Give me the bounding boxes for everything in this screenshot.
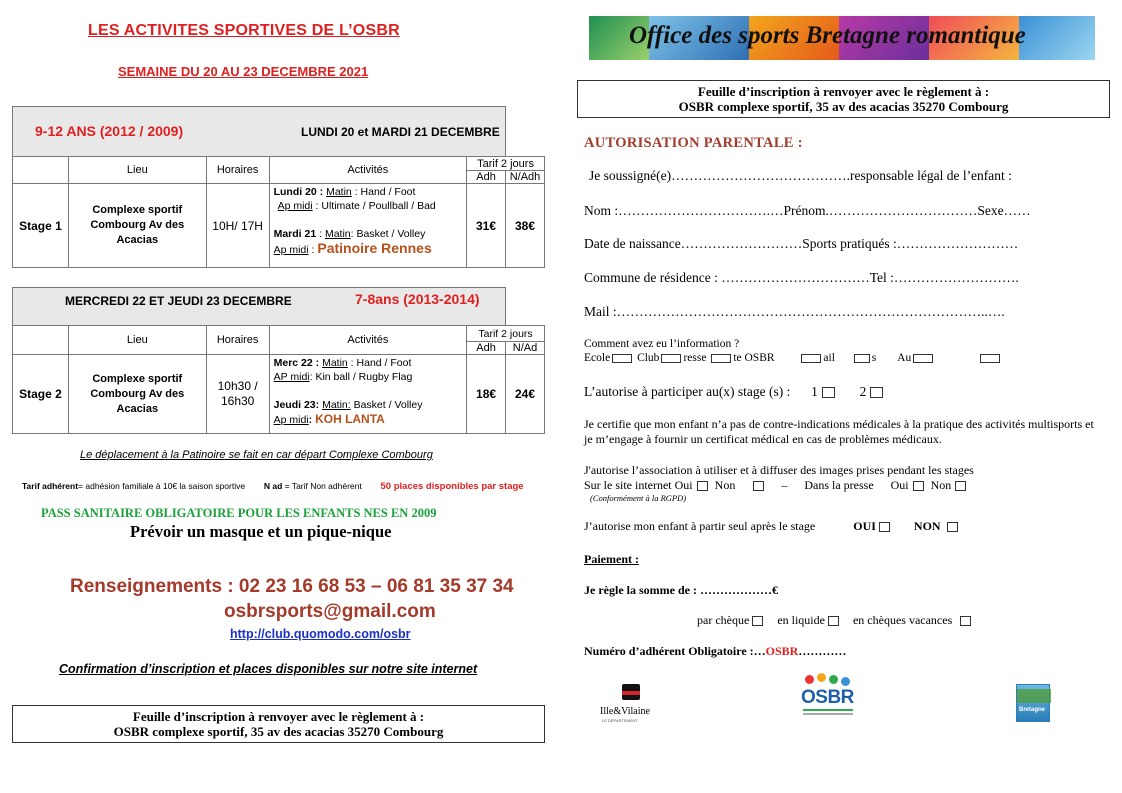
stage-1-horaires: 10H/ 17H bbox=[206, 184, 269, 268]
images-authorisation: J'autorise l’association à utiliser et à diffuser des images prises pendant les stages bbox=[584, 463, 974, 477]
checkbox-mail[interactable] bbox=[854, 354, 870, 363]
checkbox-site-non[interactable] bbox=[753, 481, 764, 491]
stage-2-nadh-price: 24€ bbox=[506, 355, 545, 434]
partir-seul bbox=[584, 519, 962, 534]
matin-label: Matin bbox=[322, 357, 348, 369]
payment-methods bbox=[697, 613, 975, 628]
option-presse: resse bbox=[683, 352, 707, 364]
checkbox-extra[interactable] bbox=[980, 354, 1000, 363]
prevoir-masque: Prévoir un masque et un pique-nique bbox=[130, 522, 392, 541]
partir-seul-label: J’autorise mon enfant à partir seul après le stage bbox=[584, 519, 816, 533]
stage-1-day2-apmidi: Patinoire Rennes bbox=[317, 240, 432, 256]
stage-2-day1-matin: Hand / Foot bbox=[356, 357, 412, 369]
stage-1-day1: Lundi 20 bbox=[273, 186, 317, 198]
checkbox-ecole[interactable] bbox=[612, 354, 632, 363]
checkbox-stage-1[interactable] bbox=[822, 387, 835, 398]
page-title: LES ACTIVITES SPORTIVES DE L’OSBR bbox=[88, 22, 400, 39]
col-nadh: N/Ad bbox=[506, 342, 545, 355]
numero-label: Numéro d’adhérent Obligatoire :… bbox=[584, 644, 766, 658]
stage-2-option: 2 bbox=[859, 384, 867, 399]
osbr-logo bbox=[799, 673, 859, 725]
logo2-text: OSBR bbox=[801, 687, 854, 708]
age-group-1: 9-12 ANS (2012 / 2009) bbox=[35, 123, 184, 139]
stage-2-lieu: Complexe sportif Combourg Av des Acacias bbox=[68, 355, 206, 434]
option-mail: ail bbox=[823, 352, 835, 364]
tarif-adh-label: Tarif adhérent bbox=[22, 481, 79, 491]
option-club: Club bbox=[637, 352, 660, 364]
col-lieu: Lieu bbox=[68, 326, 206, 355]
osbr-banner bbox=[589, 16, 1095, 60]
dates-2: MERCREDI 22 ET JEUDI 23 DECEMBRE bbox=[65, 294, 292, 308]
stage-1-day1-apmidi: Ultimate / Poullball / Bad bbox=[321, 200, 436, 212]
stage-2-day2-matin: Basket / Volley bbox=[353, 399, 423, 411]
col-tarif: Tarif 2 jours bbox=[467, 157, 545, 171]
col-activites: Activités bbox=[269, 157, 466, 184]
field-commune[interactable]: Commune de résidence : ……………………………Tel :………………………. bbox=[584, 270, 1019, 285]
matin-label: Matin bbox=[324, 228, 351, 240]
stage-1-label: Stage 1 bbox=[13, 184, 69, 268]
partir-oui-label: OUI bbox=[853, 519, 876, 533]
feuille-line1: Feuille d’inscription à renvoyer avec le règlement à : bbox=[132, 709, 425, 724]
checkbox-autre[interactable] bbox=[913, 354, 933, 363]
option-affiches: s bbox=[871, 352, 877, 364]
contact-email: osbrsports@gmail.com bbox=[224, 601, 436, 622]
col-adh: Adh bbox=[467, 171, 506, 184]
presse-label: Dans la presse bbox=[804, 478, 874, 492]
nad-label: N ad bbox=[263, 481, 283, 491]
checkbox-club[interactable] bbox=[661, 354, 681, 363]
col-tarif: Tarif 2 jours bbox=[467, 326, 545, 342]
liquide-label: en liquide bbox=[777, 613, 825, 627]
checkbox-partir-non[interactable] bbox=[947, 522, 958, 532]
stage-2-day1-apmidi: Kin ball / Rugby Flag bbox=[315, 371, 413, 383]
bretagne-romantique-logo bbox=[1016, 684, 1050, 722]
presse-oui-label: Oui bbox=[890, 478, 909, 492]
col-horaires: Horaires bbox=[206, 157, 269, 184]
stage-1-nadh-price: 38€ bbox=[505, 184, 544, 268]
matin-label: Matin: bbox=[322, 399, 351, 411]
info-options bbox=[584, 352, 1096, 364]
week-subtitle: SEMAINE DU 20 AU 23 DECEMBRE 2021 bbox=[118, 64, 369, 79]
stage-1-adh-price: 31€ bbox=[467, 184, 506, 268]
nad-text: = Tarif Non adhérent bbox=[284, 481, 362, 491]
paiement-title: Paiement : bbox=[584, 552, 639, 566]
images-options bbox=[584, 478, 970, 493]
stage-1-day2: Mardi 21 bbox=[273, 228, 317, 240]
rgpd-note: (Conformément à la RGPD) bbox=[590, 493, 687, 503]
stage-1-day2-matin: Basket / Volley bbox=[356, 228, 426, 240]
matin-label: Matin bbox=[326, 186, 352, 198]
site-non-label: Non bbox=[714, 478, 736, 492]
col-activites: Activités bbox=[269, 326, 466, 355]
feuille-box-left bbox=[12, 705, 545, 743]
feuille-line2: OSBR complexe sportif, 35 av des acacias 35270 Combourg bbox=[113, 724, 444, 739]
feuille-line2: OSBR complexe sportif, 35 av des acacias 35270 Combourg bbox=[678, 99, 1009, 114]
logo1-sub: LE DÉPARTEMENT bbox=[602, 718, 638, 723]
checkbox-site-oui[interactable] bbox=[697, 481, 708, 491]
option-ecole: Ecole bbox=[584, 352, 611, 364]
numero-osbr: OSBR bbox=[765, 644, 799, 658]
cheque-label: par chèque bbox=[697, 613, 750, 627]
option-site: te OSBR bbox=[733, 352, 775, 364]
col-nadh: N/Adh bbox=[505, 171, 544, 184]
checkbox-partir-oui[interactable] bbox=[879, 522, 890, 532]
stage-2-day2-apmidi: KOH LANTA bbox=[315, 412, 385, 426]
ille-et-vilaine-logo bbox=[600, 682, 666, 724]
patinoire-note: Le déplacement à la Patinoire se fait en car départ Complexe Combourg bbox=[80, 449, 433, 461]
stage-choice-label: L’autorise à participer au(x) stage (s) : bbox=[584, 384, 791, 399]
stage-2-day1: Merc 22 bbox=[273, 357, 313, 369]
dash: – bbox=[781, 478, 788, 492]
renseignements-phone: Renseignements : 02 23 16 68 53 – 06 81 35 37 34 bbox=[70, 576, 514, 597]
checkbox-presse-non[interactable] bbox=[955, 481, 966, 491]
tarif-adh-text: = adhésion familiale à 10€ la saison sportive bbox=[78, 481, 246, 491]
dates-1: LUNDI 20 et MARDI 21 DECEMBRE bbox=[301, 125, 500, 139]
checkbox-cheque[interactable] bbox=[752, 616, 763, 626]
age-group-2: 7-8ans (2013-2014) bbox=[355, 291, 480, 307]
checkbox-vacances[interactable] bbox=[960, 616, 971, 626]
col-lieu: Lieu bbox=[68, 157, 206, 184]
activities-table-1: 9-12 ANS (2012 / 2009) LUNDI 20 et MARDI 21 DECEMBRE Lieu Horaires Activités Tarif 2 jours Adh N/Adh Stage 1 Complexe sportif Combourg Av des Acacias 10H/ 17H Lundi 20 : Matin : Hand / Foot Ap midi : Ultimate / Poullball / Bad Mardi 21 : Matin: Basket / Volley Ap midi : Patinoire Rennes 31€ 38€ bbox=[12, 106, 545, 268]
apmidi-label: Ap midi bbox=[277, 200, 313, 212]
logo3-text: Bretagne bbox=[1019, 707, 1046, 713]
checkbox-site[interactable] bbox=[801, 354, 821, 363]
places-info: 50 places disponibles par stage bbox=[380, 481, 524, 492]
checkbox-stage-2[interactable] bbox=[870, 387, 883, 398]
activities-table-2: MERCREDI 22 ET JEUDI 23 DECEMBRE 7-8ans (2013-2014) Lieu Horaires Activités Tarif 2 jours Adh N/Ad Stage 2 Complexe sportif Combourg Av des Acacias 10h30 / 16h30 Merc 22 : Matin : Hand / Foot AP midi: Kin ball / Rugby Flag Jeudi 23: Matin: Basket / Volley Ap midi: KOH LANTA 18€ 24€ bbox=[12, 287, 545, 434]
apmidi-label: Ap midi bbox=[273, 414, 309, 426]
payment-amount[interactable]: Je règle la somme de : ………………€ bbox=[584, 583, 778, 597]
col-horaires: Horaires bbox=[206, 326, 269, 355]
website-link[interactable]: http://club.quomodo.com/osbr bbox=[230, 627, 411, 641]
stage-2-adh-price: 18€ bbox=[467, 355, 506, 434]
numero-adherent[interactable] bbox=[584, 644, 846, 659]
stage-2-label: Stage 2 bbox=[13, 355, 69, 434]
stage-1-lieu: Complexe sportif Combourg Av des Acacias bbox=[68, 184, 206, 268]
site-internet-label: Sur le site internet Oui bbox=[584, 478, 693, 492]
vacances-label: en chèques vacances bbox=[852, 613, 953, 627]
stage-2-day2: Jeudi 23: bbox=[273, 399, 320, 411]
stage-1-day1-matin: Hand / Foot bbox=[360, 186, 416, 198]
feuille-box-right bbox=[577, 80, 1110, 118]
pass-sanitaire: PASS SANITAIRE OBLIGATOIRE POUR LES ENFANTS NES EN 2009 bbox=[41, 506, 437, 520]
confirmation-note: Confirmation d’inscription et places disponibles sur notre site internet bbox=[59, 662, 478, 676]
stage-2-horaires: 10h30 / 16h30 bbox=[206, 355, 269, 434]
stage-1-option: 1 bbox=[811, 384, 818, 399]
field-mail[interactable]: Mail :………………………………………………………………………..…. bbox=[584, 304, 1005, 319]
logo1-text: Ille&Vilaine bbox=[600, 706, 650, 717]
field-soussigne[interactable]: Je soussigné(e)………………………………….responsable légal de l’enfant : bbox=[589, 168, 1012, 183]
field-naissance[interactable]: Date de naissance………………………Sports pratiqués :……………………… bbox=[584, 236, 1019, 251]
numero-dots: ………… bbox=[798, 644, 847, 658]
checkbox-presse-oui[interactable] bbox=[913, 481, 924, 491]
presse-non-label: Non bbox=[930, 478, 952, 492]
autorisation-title: AUTORISATION PARENTALE : bbox=[584, 135, 803, 151]
partir-non-label: NON bbox=[913, 519, 941, 533]
checkbox-presse[interactable] bbox=[711, 354, 731, 363]
field-nom[interactable]: Nom :…………………………….…Prénom.……………………………Sexe…… bbox=[584, 203, 1031, 218]
apmidi-label: Ap midi bbox=[273, 244, 309, 256]
option-autre: Au bbox=[897, 352, 912, 364]
stage-choice bbox=[584, 384, 887, 400]
tarif-legend bbox=[22, 481, 524, 492]
feuille-line1: Feuille d’inscription à renvoyer avec le règlement à : bbox=[697, 84, 990, 99]
info-question: Comment avez eu l’information ? bbox=[584, 338, 740, 350]
apmidi-label: AP midi bbox=[273, 371, 310, 383]
certification-text: Je certifie que mon enfant n’a pas de contre-indications médicales à la pratique des activités multisports et je m’engage à fournir un certificat médical en cas de problèmes médicaux. bbox=[584, 417, 1094, 446]
checkbox-liquide[interactable] bbox=[828, 616, 839, 626]
col-adh: Adh bbox=[467, 342, 506, 355]
banner-title: Office des sports Bretagne romantique bbox=[629, 22, 1026, 49]
